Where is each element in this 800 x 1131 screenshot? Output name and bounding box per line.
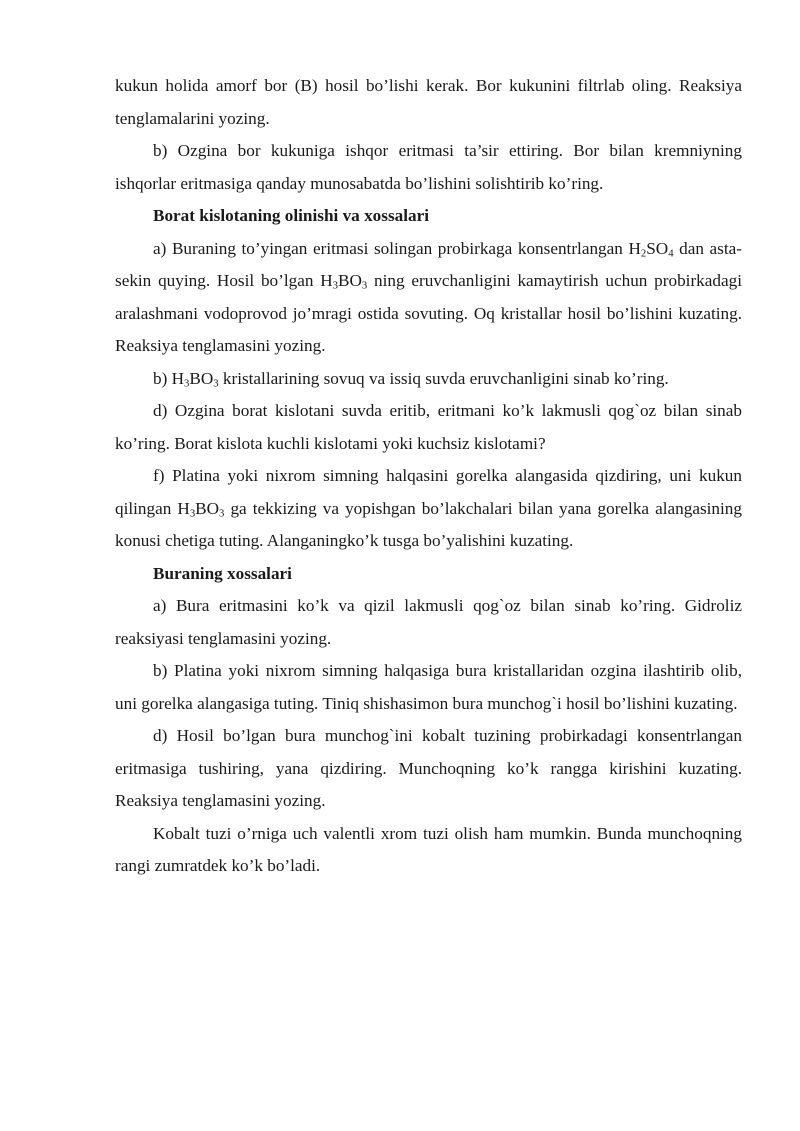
paragraph-text: b) Ozgina bor kukuniga ishqor eritmasi ta’sir ettiring. Bor bilan kremniyning ishqorlar eritmasiga qanday munosabatda bo’lishini solishtirib ko’ring. bbox=[115, 141, 742, 193]
paragraph-text: b) H bbox=[153, 368, 185, 388]
paragraph-text: BO bbox=[195, 498, 220, 518]
paragraph-text: kristallarining sovuq va issiq suvda eruvchanligini sinab ko’ring. bbox=[218, 368, 669, 388]
paragraph-text: dan asta-sekin quying. Hosil bo’lgan H bbox=[115, 238, 742, 290]
subscript: 3 bbox=[184, 378, 190, 390]
body-paragraph bbox=[115, 70, 742, 135]
section-heading: Buraning xossalari bbox=[153, 563, 292, 583]
subscript: 3 bbox=[213, 378, 219, 390]
paragraph-text: a) Buraning to’yingan eritmasi solingan probirkaga konsentrlangan H bbox=[153, 238, 641, 258]
paragraph-text: BO bbox=[189, 368, 214, 388]
paragraph-text: SO bbox=[646, 238, 669, 258]
paragraph-text: f) Platina yoki nixrom simning halqasini gorelka alangasida qizdiring, uni kukun qilingan H bbox=[115, 466, 742, 518]
section-heading: Borat kislotaning olinishi va xossalari bbox=[153, 206, 430, 225]
body-paragraph bbox=[115, 363, 742, 396]
paragraph-text: d) Hosil bo’lgan bura munchog`ini kobalt tuzining probirkadagi konsentrlangan eritmasiga tushiring, yana qizdiring. Munchoqning ko’k rangga kirishini kuzating. Reaksiya tenglamasini yozing. bbox=[115, 726, 742, 810]
subscript: 3 bbox=[361, 280, 368, 292]
body-paragraph bbox=[115, 720, 742, 818]
paragraph-text: Kobalt tuzi o’rniga uch valentli xrom tuzi olish ham mumkin. Bunda munchoqning rangi zumratdek ko’k bo’ladi. bbox=[115, 823, 742, 875]
body-paragraph bbox=[115, 818, 742, 883]
body-paragraph bbox=[115, 395, 742, 460]
paragraph-text: ning eruvchanligini kamaytirish uchun probirkadagi aralashmani vodoprovod jo’mragi ostida sovuting. Oq kristallar hosil bo’lishini kuzating. Reaksiya tenglamasini yozing. bbox=[115, 271, 742, 355]
subscript: 3 bbox=[189, 508, 196, 520]
body-paragraph bbox=[115, 135, 742, 200]
body-paragraph bbox=[115, 655, 742, 720]
paragraph-text: a) Bura eritmasini ko’k va qizil lakmusli qog`oz bilan sinab ko’ring. Gidroliz reaksiyasi tenglamasini yozing. bbox=[115, 596, 742, 648]
body-paragraph bbox=[115, 233, 742, 363]
body-paragraph bbox=[115, 590, 742, 655]
paragraph-text: BO bbox=[338, 271, 362, 290]
paragraph-text: ga tekkizing va yopishgan bo’lakchalari bilan yana gorelka alangasining konusi chetiga tuting. Alanganingko’k tusga bo’yalishini kuzating. bbox=[115, 498, 742, 550]
subscript: 3 bbox=[332, 280, 338, 292]
subscript: 2 bbox=[640, 248, 647, 260]
body-paragraph bbox=[115, 460, 742, 558]
subscript: 4 bbox=[668, 248, 674, 260]
paragraph-text: b) Platina yoki nixrom simning halqasiga bura kristallaridan ozgina ilashtirib olib, uni gorelka alangasiga tuting. Tiniq shishasimon bura munchog`i hosil bo’lishini kuzating. bbox=[115, 661, 742, 713]
subscript: 3 bbox=[219, 508, 225, 520]
paragraph-text: kukun holida amorf bor (B) hosil bo’lishi kerak. Bor kukunini filtrlab oling. Reaksiya tenglamalarini yozing. bbox=[115, 76, 742, 128]
paragraph-text: d) Ozgina borat kislotani suvda eritib, eritmani ko’k lakmusli qog`oz bilan sinab ko’ring. Borat kislota kuchli kislotami yoki kuchsiz kislotami? bbox=[115, 401, 742, 453]
document-page bbox=[115, 70, 742, 883]
